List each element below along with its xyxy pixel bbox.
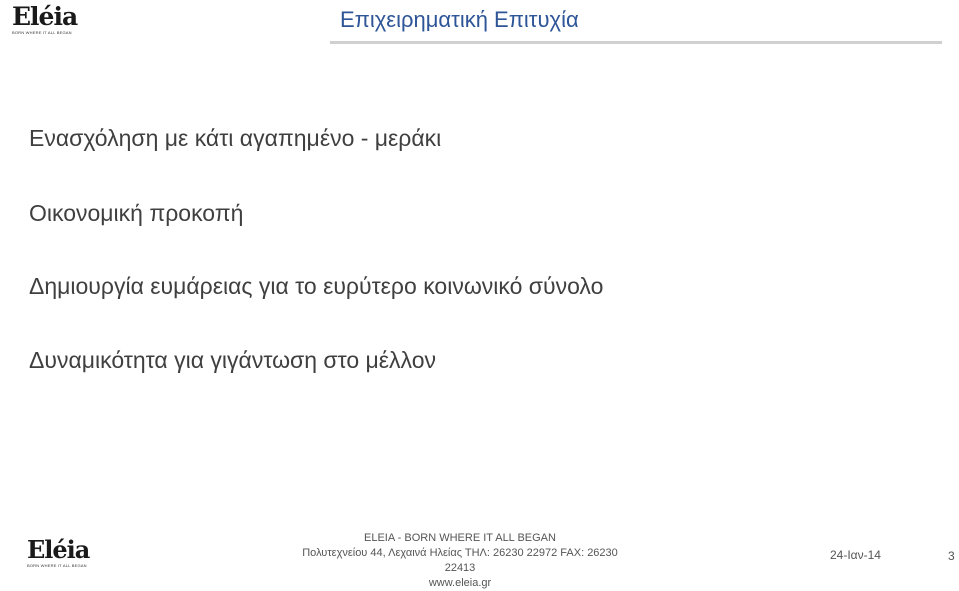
footer-company: ELEIA - BORN WHERE IT ALL BEGAN [364, 532, 556, 544]
bullet-item: Ενασχόληση με κάτι αγαπημένο - μεράκι [29, 125, 442, 151]
footer-info [300, 531, 620, 591]
footer-address: Πολυτεχνείου 44, Λεχαινά Ηλείας ΤΗΛ: 26230 22972 FAX: 26230 22413 [302, 547, 618, 574]
logo-wordmark: Eléia [12, 2, 78, 31]
slide-title: Επιχειρηματική Επιτυχία [340, 7, 579, 32]
footer-logo-wordmark: Eléia [27, 535, 90, 564]
bullet-item: Οικονομική προκοπή [29, 200, 244, 226]
footer-date: 24-Ιαν-14 [830, 548, 881, 562]
footer-logo-tagline: BORN WHERE IT ALL BEGAN [27, 563, 87, 568]
bullet-item: Δημιουργία ευμάρειας για το ευρύτερο κοινωνικό σύνολο [29, 273, 604, 299]
footer-website: www.eleia.gr [428, 577, 492, 589]
page-number: 3 [948, 549, 955, 563]
bullet-item: Δυναμικότητα για γιγάντωση στο μέλλον [29, 347, 436, 373]
footer-logo [27, 535, 90, 568]
title-divider [330, 41, 942, 44]
brand-logo [12, 4, 77, 35]
logo-tagline: BORN WHERE IT ALL BEGAN [12, 30, 72, 35]
